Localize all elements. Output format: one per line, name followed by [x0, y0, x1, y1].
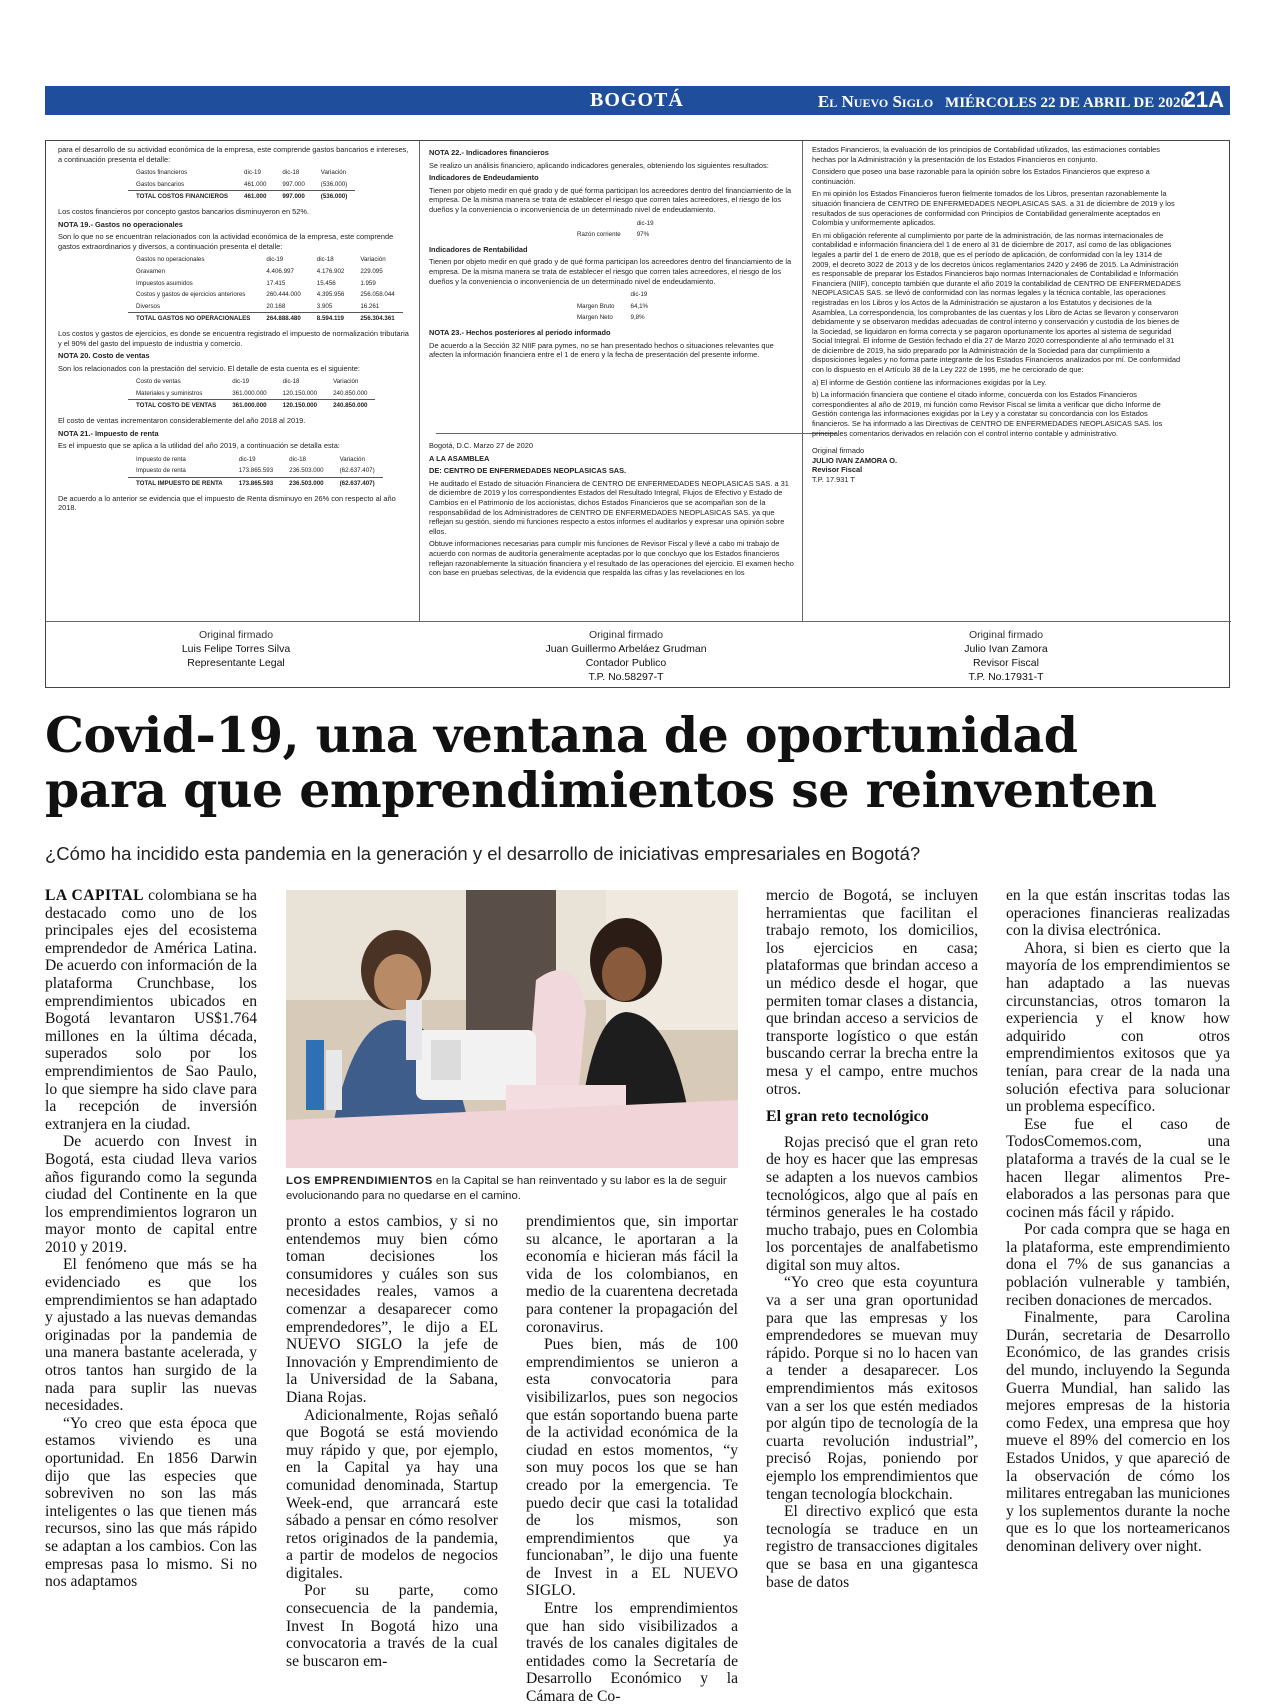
signature-role: Revisor Fiscal [973, 657, 1039, 669]
non-operating-expenses-table: Gastos no operacionales dic-19 dic-18 Variación Gravamen 4.406.997 4.176.902 229.095 Impuestos asumidos 17.415 15.456 1.959 Costos y gastos de ejercicios anteriores 260.444.000 4.395.956 256.058.044 Diversos 20.168 3.905 16.261 TOTAL GASTOS NO OPERACIONALES 264.888.480 8.594.119 256.304.361 [128, 254, 403, 325]
note-heading: NOTA 22.- Indicadores financieros [429, 148, 549, 157]
signature-license: T.P. No.17931-T [968, 671, 1044, 683]
article-paragraph: en la que están inscritas todas las operaciones financieras realizadas con la divisa electrónica. [1006, 887, 1230, 940]
signature-name: JULIO IVAN ZAMORA O. [812, 455, 897, 465]
table-total-row: TOTAL COSTOS FINANCIEROS 461.000 997.000 (536.000) [128, 191, 355, 203]
notes-column-2 [429, 145, 794, 425]
financial-expenses-table: Gastos financieros dic-19 dic-18 Variación Gastos bancarios 461.000 997.000 (536.000) TOTAL COSTOS FINANCIEROS 461.000 997.000 (536.000) [128, 167, 355, 203]
report-item-a: a) El informe de Gestión contiene las informaciones exigidas por la Ley. [812, 377, 1047, 387]
article-photo [286, 890, 738, 1168]
table-total-row: TOTAL GASTOS NO OPERACIONALES 264.888.480 8.594.119 256.304.361 [128, 313, 403, 325]
article-paragraph: pronto a estos cambios, y si no entendemos muy bien cómo toman decisiones los consumidores y cuáles son sus necesidades reales, vamos a comenzar a desaparecer como emprendedores”, le dijo a EL NUEVO SIGLO la jefe de Innovación y Emprendimiento de la Universidad de la Sabana, Diana Rojas. [286, 1213, 498, 1406]
note-text: para el desarrollo de su actividad económica de la empresa, este comprende gastos bancarios e intereses, a continuación presenta el detalle: [58, 145, 409, 164]
report-item-b: b) La información financiera que contiene el citado informe, concuerda con los Estados Financieros correspondientes al año de 2019, mi función como Revisor Fiscal se limita a verificar que dicho Informe de Gestión contenga las informaciones exigidas por la Ley y a constatar su concordancia con los Estados financieros. Se ha informado a las Directivas de CENTRO DE ENFERMEDADES NEOPLASICAS SAS. los principales comentarios derivados en relación con el control interno contable y administrativo. [812, 390, 1163, 438]
profitability-indicator-table: dic-19 Margen Bruto 64,1% Margen Neto 9,8% [569, 289, 656, 324]
report-text: Considero que poseo una base razonable para la opinión sobre los Estados Financieros que expreso a continuación. [812, 167, 1150, 186]
article-column-5 [1006, 887, 1230, 1555]
signature-role: Contador Publico [585, 657, 667, 669]
article-paragraph: El directivo explicó que esta tecnología se traduce en un registro de transacciones digitales que se basa en una gigantesca base de datos [766, 1503, 978, 1591]
report-text: Obtuve informaciones necesarias para cumplir mis funciones de Revisor Fiscal y llevé a cabo mi trabajo de acuerdo con normas de auditoría generalmente aceptadas por lo que concluyo que los Estados financieros reflejan razonablemente la situación financiera y el resultado de las operaciones del ejercicio. El examen hecho con base en pruebas selectivas, de la evidencia que respalda las cifras y las revelaciones en los [429, 539, 794, 578]
signature-license: T.P. 17.931 T [812, 475, 855, 484]
publication-date [818, 92, 1188, 112]
signature-status: Original firmado [812, 446, 865, 456]
signature-role: Representante Legal [187, 657, 285, 669]
article-paragraph: Rojas precisó que el gran reto de hoy es hacer que las empresas se adapten a los nuevos cambios tecnológicos, algo que al país en términos generales le ha costado mucho trabajo, pues en Colombia los porcentajes de analfabetismo digital son muy altos. [766, 1133, 978, 1274]
note-text: Tienen por objeto medir en qué grado y de qué forma participan los acreedores dentro del financiamiento de la empresa. De la misma manera se trata de establecer el riesgo que corren tales acreedores, el riesgo de los dueños y la conveniencia o inconveniencia de un determinado nivel de endeudamiento. [429, 257, 792, 286]
table-row: Impuestos asumidos 17.415 15.456 1.959 [136, 279, 376, 287]
note-heading: NOTA 19.- Gastos no operacionales [58, 219, 183, 229]
note-text: El costo de ventas incrementaron considerablemente del año 2018 al 2019. [58, 416, 306, 426]
caption-text: en la Capital se han reinventado y su labor es la de seguir evolucionando para no quedarse en el camino. [286, 1175, 727, 1202]
article-paragraph: Finalmente, para Carolina Durán, secretaria de Desarrollo Económico, de las grandes crisis del mundo, incluyendo la Segunda Guerra Mundial, han salido las mejores empresas de la historia como Fedex, una empresa que hoy mueve el 89% del comercio en los Estados Unidos, y que apareció de la observación de cómo los militares entregaban las municiones y los suplementos durante la noche que es lo que los norteamericanos denominan delivery over night. [1006, 1309, 1230, 1555]
headline-line-1: Covid-19, una ventana de oportunidad [45, 706, 1078, 764]
cost-of-sales-table: Costo de ventas dic-19 dic-18 Variación Materiales y suministros 361.000.000 120.150.000 240.850.000 TOTAL COSTO DE VENTAS 361.000.000 120.150.000 240.850.000 [128, 376, 375, 412]
auditor-report-start [429, 441, 794, 617]
headline-line-2: para que emprendimientos se reinventen [45, 761, 1157, 819]
report-addressee: A LA ASAMBLEA [429, 453, 490, 463]
signature-name: Luis Felipe Torres Silva [181, 643, 291, 655]
table-total-row: TOTAL COSTO DE VENTAS 361.000.000 120.150.000 240.850.000 [128, 400, 375, 412]
article-paragraph: El fenómeno que más se ha evidenciado es que los emprendimientos se han adaptado y ajustado a las nuevas demandas originadas por la pandemia de una manera bastante acelerada, y otros tantos han surgido de la nada para suplir las nuevas necesidades. [45, 1256, 257, 1415]
signature-status: Original firmado [588, 629, 664, 641]
article-paragraph: “Yo creo que esta coyuntura va a ser una gran oportunidad para que las empresas y los emprendedores se muevan muy rápido. Porque si no lo hacen van a tender a desaparecer. Los emprendimientos más exitosos van a ser los que estén mediados por algún tipo de tecnología de la cuarta revolución industrial”, precisó Rojas, poniendo por ejemplo los emprendimientos que tengan tecnología blockchain. [766, 1274, 978, 1503]
report-text: Estados Financieros, la evaluación de los principios de Contabilidad utilizados, las estimaciones contables hechas por la Administración y la presentación de los Estados Financieros en conjunto. [812, 145, 1160, 164]
income-tax-table: Impuesto de renta dic-19 dic-18 Variación Impuesto de renta 173.865.593 236.503.000 (62.637.407) TOTAL IMPUESTO DE RENTA 173.865.593 236.503.000 (62.637.407) [128, 454, 383, 490]
page-header-bar [45, 86, 1230, 115]
signature-block [86, 628, 386, 670]
issue-date: MIÉRCOLES 22 DE ABRIL DE 2020 [945, 95, 1188, 111]
section-divider [436, 433, 836, 434]
article-paragraph: Pues bien, más de 100 emprendimientos se unieron a esta convocatoria para visibilizarlos, pues son negocios que están soportando buena parte de la actividad económica de la ciudad en estos momentos, “y son muy pocos los que se han creado por la emergencia. Te puedo decir que casi la totalidad de los mismos, son emprendimientos que ya funcionaban”, le dijo una fuente de Invest in a EL NUEVO SIGLO. [526, 1336, 738, 1600]
table-row: Gastos bancarios 461.000 997.000 (536.000) [136, 180, 348, 188]
report-text: He auditado el Estado de situación Financiera de CENTRO DE ENFERMEDADES NEOPLASICAS SAS. a 31 de diciembre de 2019 y los correspondientes Estados del Resultado Integral, Flujos de Efectivo y Estado de Cambios en el Patrimonio de los accionistas, dichos Estados Financieros que se acompañan son de la responsabilidad de los Administradores de CENTRO DE ENFERMEDADES NEOPLASICAS SAS. ya que reflejan su gestión, siendo mi funciones respecto a estos informes el auditarlos y expresar una opinión sobre ellos. [429, 478, 789, 536]
note-text: Tienen por objeto medir en qué grado y de qué forma participan los acreedores dentro del financiamiento de la empresa. De la misma manera se trata de establecer el riesgo que corren tales acreedores, el riesgo de los dueños y la conveniencia o inconveniencia de un determinado nivel de endeudamiento. [429, 185, 792, 214]
debt-indicator-table: dic-19 Razón corriente 97% [569, 218, 662, 241]
article-paragraph: “Yo creo que esta época que estamos viviendo es una oportunidad. En 1856 Darwin dijo que las especies que sobreviven no son las más inteligentes o las que tienen más recursos, sino las que más rápido se adaptan a los cambios. Con las empresas pasa lo mismo. Si no nos adaptamos [45, 1414, 257, 1591]
report-text: En mi obligación referente al cumplimiento por parte de la administración, de las normas internacionales de contabilidad e información financiera del 1 de enero al 31 de diciembre de 2017, así como de las obligaciones legales a partir del 1 de enero de 2018, que es el período de aplicación, de conformidad con la ley 1314 de 2009, el decreto 3022 de 2013 y de los decretos únicos reglamentarios 2420 y 2496 de 2015. La Administración es responsable de preparar los Estados Financieros bajo normas Internacionales de Contabilidad e Información Financiera (NIIF), concepto también que durante el año 2019 la contabilidad de CENTRO DE ENFERMEDADES NEOPLASICAS SAS. se llevó de conformidad con las normas legales y la técnica contable, las operaciones registradas en los Libros y los Actos de la Administración se ajustaron a los Estatutos y decisiones de la Asamblea, La correspondencia, los comprobantes de las cuentas y los Libro de Actas se llevaron y conservaron debidamente y se observaron medidas adecuadas de control interno y conservación y custodia de los bienes de la Sociedad, se liquidaron en forma correcta y se pagaron oportunamente los aportes al sistema de seguridad Social Integral. El informe de Gestión fechado el día 27 de Marzo 2020 correspondiente al año terminado el 31 de diciembre de 2019, ha sido preparado por la Administración de la Sociedad para dar cumplimiento a disposiciones legales y no forma parte integrante de los Estados Financieros analizados por mí. De conformidad con lo dispuesto en el Artículo 38 de la Ley 222 de 1995, me he cerciorado de que: [812, 230, 1181, 375]
table-row: Margen Bruto 64,1% [577, 302, 649, 310]
article-subtitle: ¿Cómo ha incidido esta pandemia en la generación y el desarrollo de iniciativas empresariales en Bogotá? [45, 843, 921, 864]
article-paragraph: Ese fue el caso de TodosComemos.com, una plataforma a través de la cual se le hacen llegar alimentos Pre-elaborados a las personas para que cocinen más fácil y rápido. [1006, 1115, 1230, 1221]
note-text: Se realizo un análisis financiero, aplicando indicadores generales, obteniendo los siguientes resultados: [429, 160, 769, 170]
note-text: Es el impuesto que se aplica a la utilidad del año 2019, a continuación se detalla esta: [58, 441, 340, 451]
report-company: DE: CENTRO DE ENFERMEDADES NEOPLASICAS SAS. [429, 466, 627, 476]
signature-name: Juan Guillermo Arbeláez Grudman [545, 643, 707, 655]
signatures-row [46, 621, 1231, 688]
article-column-1 [45, 887, 257, 1591]
notes-column-3 [812, 145, 1182, 617]
report-date: Bogotá, D.C. Marzo 27 de 2020 [429, 441, 533, 450]
article-subhead: El gran reto tecnológico [766, 1108, 929, 1126]
table-row: Razón corriente 97% [577, 231, 650, 239]
table-total-row: TOTAL IMPUESTO DE RENTA 173.865.593 236.503.000 (62.637.407) [128, 478, 383, 490]
table-row: Gravamen 4.406.997 4.176.902 229.095 [136, 267, 383, 275]
article-column-3 [526, 1213, 738, 1706]
article-paragraph: Por su parte, como consecuencia de la pandemia, Invest In Bogotá hizo una convocatoria a través de la cual se buscaron em- [286, 1582, 498, 1670]
signature-status: Original firmado [198, 629, 274, 641]
note-text: De acuerdo a la Sección 32 NIIF para pymes, no se han presentado hechos o situaciones relevantes que afecten la información financiera entre el 1 de enero y la fecha de presentación del presente informe. [429, 340, 774, 360]
caption-lead: LOS EMPRENDIMIENTOS [286, 1175, 433, 1187]
signature-status: Original firmado [968, 629, 1044, 641]
note-text: Los costos y gastos de ejercicios, es donde se encuentra registrado el impuesto de normalización tributaria y el 90% del gasto del impuesto de industria y comercio. [58, 328, 409, 348]
article-paragraph: Adicionalmente, Rojas señaló que Bogotá se está moviendo muy rápido y que, por ejemplo, en la Capital ya hay una comunidad denominada, Startup Week-end, que arrancará este sábado a pensar en cómo resolver retos originados de la pandemia, a partir de modelos de negocios digitales. [286, 1406, 498, 1582]
note-text: Son lo que no se encuentran relacionados con la actividad económica de la empresa, este comprende gastos extraordinarios y diversos, a continuación presenta el detalle: [58, 232, 394, 251]
lead-words: LA CAPITAL [45, 887, 144, 904]
note-text: De acuerdo a lo anterior se evidencia que el impuesto de Renta disminuyo en 26% con respecto al año 2018. [58, 493, 396, 513]
newspaper-name: El Nuevo Siglo [817, 92, 934, 111]
note-heading: NOTA 20. Costo de ventas [58, 351, 150, 361]
column-divider [802, 141, 803, 621]
signature-block [476, 628, 776, 684]
notes-column-1 [58, 145, 410, 617]
section-name: BOGOTÁ [590, 89, 684, 111]
signature-block [856, 628, 1156, 684]
note-heading: Indicadores de Rentabilidad [429, 244, 528, 254]
table-row: Materiales y suministros 361.000.000 120.150.000 240.850.000 [136, 389, 368, 397]
note-heading: Indicadores de Endeudamiento [429, 173, 539, 183]
table-row: Impuesto de renta 173.865.593 236.503.000 (62.637.407) [136, 467, 375, 475]
signature-license: T.P. No.58297-T [588, 671, 664, 683]
paragraph-text: colombiana se ha destacado como uno de los principales ejes del ecosistema emprendedor de América Latina. De acuerdo con información de la plataforma Crunchbase, los emprendimientos ubicados en Bogotá levantaron US$1.764 millones en la última década, superados solo por los emprendimientos de Sao Paulo, lo que siempre ha sido clave para la recepción de inversión extranjera en la ciudad. [45, 887, 257, 1133]
article-headline [45, 708, 1230, 818]
article-paragraph: De acuerdo con Invest in Bogotá, esta ciudad lleva varios años figurando como la segunda ciudad del Continente en la que los emprendimientos lograron un mayor monto de capital entre 2010 y 2019. [45, 1133, 257, 1256]
article-column-4 [766, 887, 978, 1591]
article-paragraph: Por cada compra que se haga en la plataforma, este emprendimiento dona el 7% de sus ganancias a población vulnerable y también, reciben donaciones de mercados. [1006, 1221, 1230, 1309]
article-paragraph [45, 887, 257, 1133]
article-paragraph: Ahora, si bien es cierto que la mayoría de los emprendimientos se han adaptado a las nuevas circunstancias, otros tomaron la experiencia y el know how adquirido con otros emprendimientos exitosos que ya tenían, para crear de la nada una solución efectiva para solucionar un problema específico. [1006, 939, 1230, 1116]
signature-name: Julio Ivan Zamora [964, 643, 1048, 655]
table-row: Costos y gastos de ejercicios anteriores 260.444.000 4.395.956 256.058.044 [136, 291, 395, 299]
page-number: 21A [1183, 87, 1224, 112]
financial-notice-box [45, 140, 1230, 688]
note-text: Los costos financieros por concepto gastos bancarios disminuyeron en 52%. [58, 206, 310, 216]
signature-role: Revisor Fiscal [812, 465, 863, 475]
report-text: En mi opinión los Estados Financieros fueron fielmente tomados de los Libros, presentan razonablemente la situación financiera de CENTRO DE ENFERMEDADES NEOPLASICAS SAS. a 31 de diciembre de 2019 y los resultados de sus operaciones de conformidad con Principios de Contabilidad generalmente aceptados en Colombia y uniformemente aplicados. [812, 189, 1175, 228]
article-paragraph: Entre los emprendimientos que han sido visibilizados a través de los canales digitales de entidades como la Secretaría de Desarrollo Económico y la Cámara de Co- [526, 1600, 738, 1706]
photo-caption [286, 1174, 738, 1203]
article-column-2 [286, 1213, 498, 1670]
note-text: Son los relacionados con la prestación del servicio. El detalle de esta cuenta es el siguiente: [58, 363, 360, 373]
note-heading: NOTA 21.- Impuesto de renta [58, 428, 159, 438]
table-row: Diversos 20.168 3.905 16.261 [136, 302, 380, 310]
article-paragraph: prendimientos que, sin importar su alcance, le aportaran a la economía e hicieran más fácil la vida de los colombianos, en medio de la cuarentena decretada para contener la propagación del coronavirus. [526, 1213, 738, 1336]
article-paragraph: mercio de Bogotá, se incluyen herramientas que facilitan el trabajo remoto, los domicilios, los ejercicios en casa; plataformas que brindan acceso a un médico desde el hogar, que permiten tomar clases a distancia, que brindan acceso a servicios de transporte logístico o que están buscando cerrar la brecha entre la mesa y el campo, entre muchos otros. [766, 887, 978, 1098]
column-divider [419, 141, 420, 621]
note-heading: NOTA 23.- Hechos posteriores al periodo informado [429, 327, 611, 337]
workshop-photo-illustration [286, 890, 738, 1168]
table-row: Margen Neto 9,8% [577, 314, 645, 322]
